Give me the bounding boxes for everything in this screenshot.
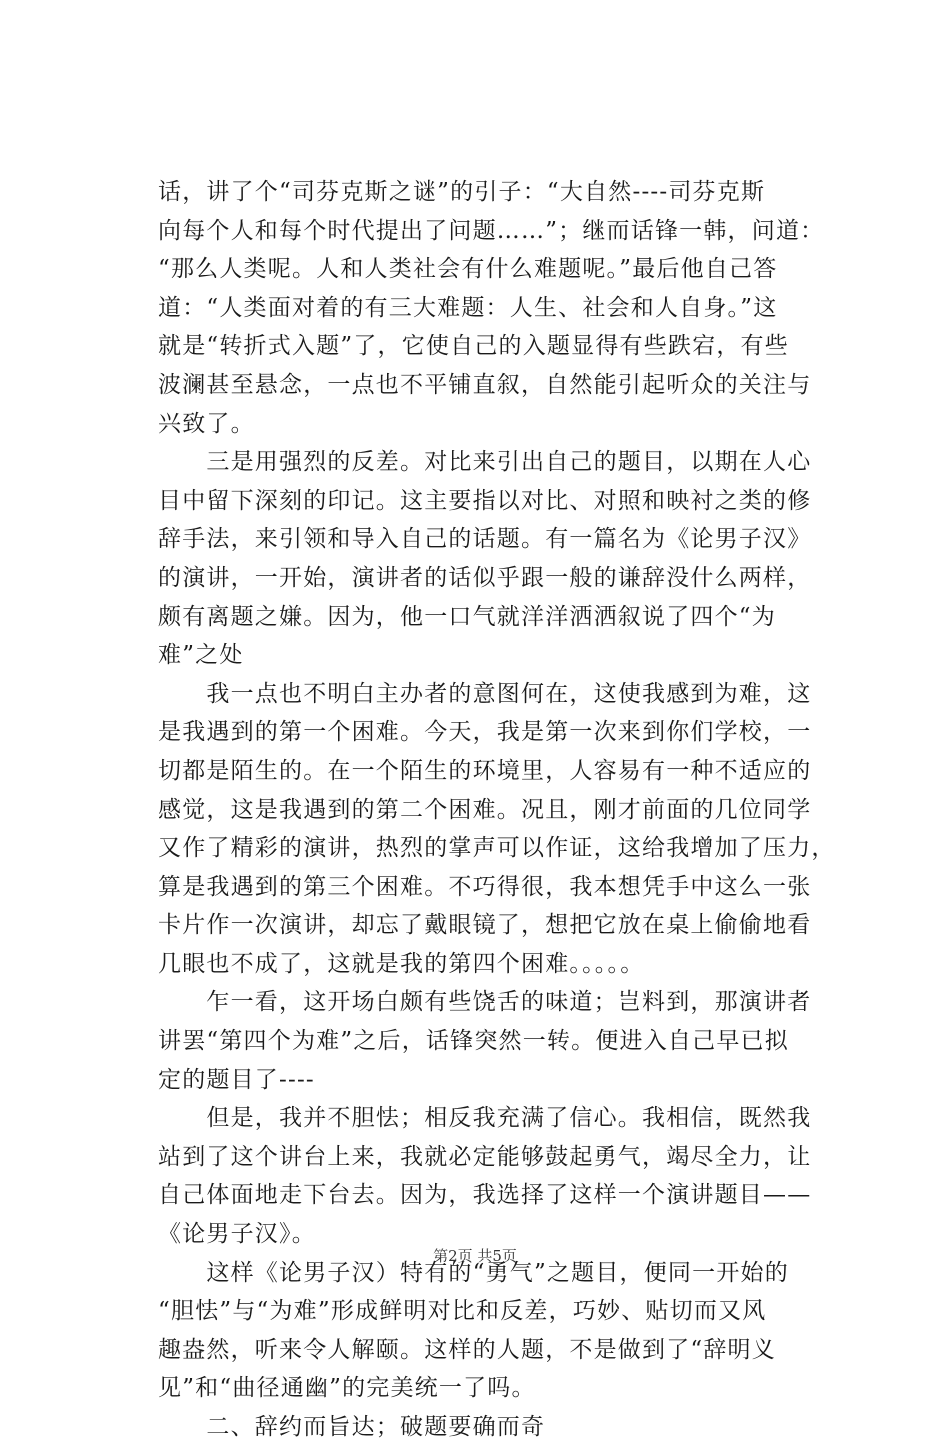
text-line: 我一点也不明白主办者的意图何在，这使我感到为难，这 [158, 680, 812, 707]
text-line: 三是用强烈的反差。对比来引出自己的题目，以期在人心 [158, 449, 812, 476]
text-line: “那么人类呢。人和人类社会有什么难题呢。”最后他自己答 [158, 256, 778, 283]
text-line: 又作了精彩的演讲，热烈的掌声可以作证，这给我增加了压力， [158, 835, 836, 862]
text-line: “胆怯”与“为难”形成鲜明对比和反差，巧妙、贴切而又风 [158, 1298, 767, 1325]
text-line: 向每个人和每个时代提出了问题……”；继而话锋一韩，问道： [158, 217, 825, 244]
text-line: 站到了这个讲台上来，我就必定能够鼓起勇气，竭尽全力，让 [158, 1143, 812, 1170]
text-line: 难”之处 [158, 642, 244, 669]
text-line: 算是我遇到的第三个困难。不巧得很，我本想凭手中这么一张 [158, 873, 812, 900]
text-line: 趣盎然，听来令人解颐。这样的人题，不是做到了“辞明义 [158, 1336, 776, 1363]
text-line: 辞手法，来引领和导入自己的话题。有一篇名为《论男子汉》 [158, 526, 812, 553]
text-line: 目中留下深刻的印记。这主要指以对比、对照和映衬之类的修 [158, 487, 812, 514]
text-line: 定的题目了---- [158, 1066, 315, 1093]
text-line: 道：“人类面对着的有三大难题：人生、社会和人自身。”这 [158, 294, 778, 321]
text-line: 见”和“曲径通幽”的完美统一了吗。 [158, 1375, 536, 1402]
text-line: 《论男子汉》。 [158, 1221, 316, 1248]
text-line: 但是，我并不胆怯；相反我充满了信心。我相信，既然我 [158, 1105, 812, 1132]
text-line: 切都是陌生的。在一个陌生的环境里，人容易有一种不适应的 [158, 757, 812, 784]
text-line: 波澜甚至悬念，一点也不平铺直叙，自然能引起听众的关注与 [158, 371, 812, 398]
page-number-footer: 第2页 共5页 [433, 1247, 517, 1265]
text-line: 几眼也不成了，这就是我的第四个困难。。。。。 [158, 950, 645, 977]
text-line: 是我遇到的第一个困难。今天，我是第一次来到你们学校，一 [158, 719, 812, 746]
text-line: 二、辞约而旨达；破题要确而奇 [158, 1414, 546, 1440]
text-line: 乍一看，这开场白颇有些饶舌的味道；岂料到，那演讲者 [158, 989, 812, 1016]
text-line: 讲罢“第四个为难”之后，话锋突然一转。便进入自己早已拟 [158, 1028, 789, 1055]
text-line: 话，讲了个“司芬克斯之谜”的引子：“大自然----司芬克斯 [158, 179, 766, 205]
text-line: 自己体面地走下台去。因为，我选择了这样一个演讲题目—— [158, 1182, 812, 1209]
text-line: 就是“转折式入题”了，它使自己的入题显得有些跌宕，有些 [158, 333, 789, 360]
text-line: 卡片作一次演讲，却忘了戴眼镜了，想把它放在桌上偷偷地看 [158, 912, 812, 939]
text-line: 这样《论男子汉）特有的“勇气”之题目，便同一开始的 [158, 1259, 789, 1286]
text-line: 颇有离题之嫌。因为，他一口气就洋洋洒洒叙说了四个“为 [158, 603, 776, 630]
text-line: 兴致了。 [158, 410, 255, 437]
text-line: 的演讲，一开始，演讲者的话似乎跟一般的谦辞没什么两样， [158, 564, 812, 591]
text-line: 感觉，这是我遇到的第二个困难。况且，刚才前面的几位同学 [158, 796, 812, 823]
